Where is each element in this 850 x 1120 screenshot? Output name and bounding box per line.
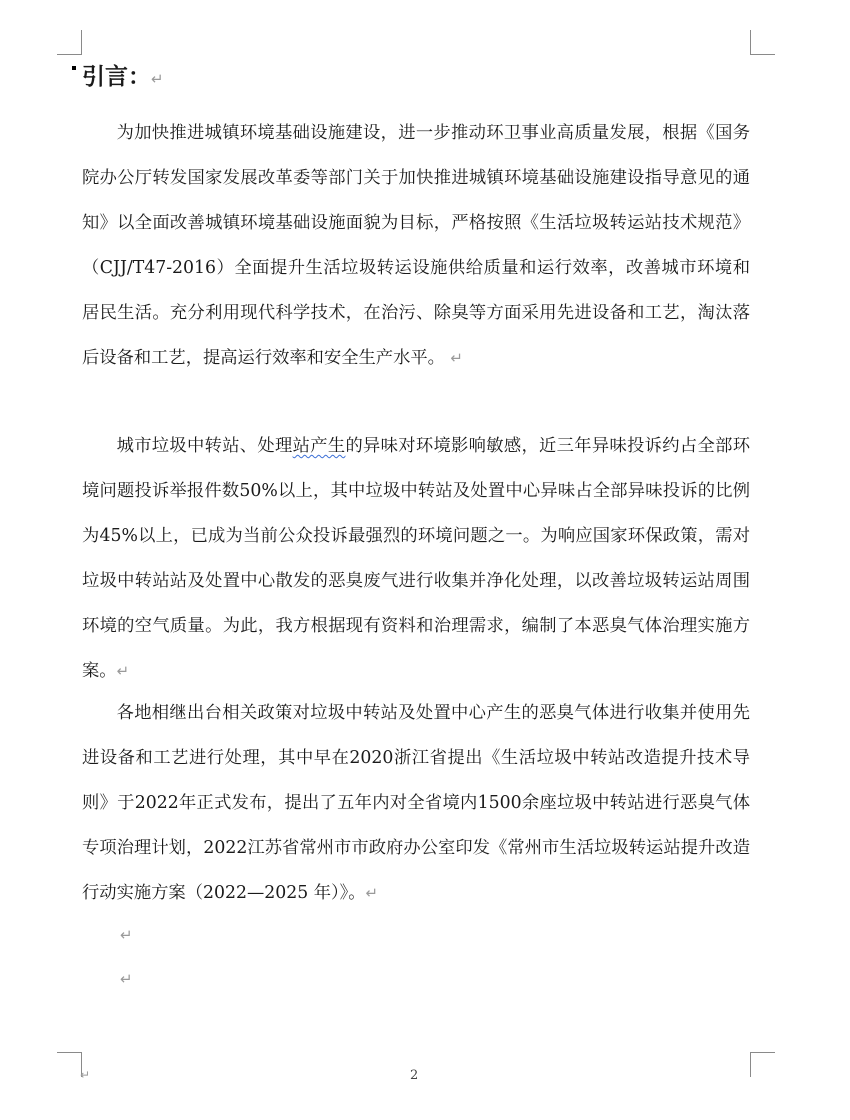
paragraph-mark-icon: ↵ xyxy=(151,70,164,88)
paragraph-1[interactable] xyxy=(82,111,750,381)
crop-mark-bottom-right xyxy=(750,1052,775,1077)
paragraph-mark-icon: ↵ xyxy=(116,662,130,680)
spellcheck-underlined-text[interactable]: 站产生 xyxy=(292,436,346,456)
paragraph-3[interactable] xyxy=(82,691,750,916)
paragraph-1-text: 为加快推进城镇环境基础设施建设，进一步推动环卫事业高质量发展，根据《国务院办公厅转发国家发展改革委等部门关于加快推进城镇环境基础设施建设指导意见的通知》以全面改善城镇环境基础设施面貌为目标，严格按照《生活垃圾转运站技术规范》（CJJ/T47-2016）全面提升生活垃圾转运设施供给质量和运行效率，改善城市环境和居民生活。充分利用现代科学技术，在治污、除臭等方面采用先进设备和工艺，淘汰落后设备和工艺，提高运行效率和安全生产水平。 xyxy=(82,123,750,368)
heading-bullet-icon xyxy=(72,66,76,70)
crop-mark-top-left xyxy=(57,30,82,55)
page-number: 2 xyxy=(410,1068,419,1083)
paragraph-mark-icon: ↵ xyxy=(365,884,379,902)
empty-paragraph-mark-icon[interactable]: ↵ xyxy=(120,970,133,988)
crop-mark-bottom-left xyxy=(57,1052,82,1077)
heading-text: 引言： xyxy=(82,63,151,90)
paragraph-2[interactable] xyxy=(82,424,750,694)
paragraph-2-text-before: 城市垃圾中转站、处理 xyxy=(116,436,293,456)
paragraph-3-text: 各地相继出台相关政策对垃圾中转站及处置中心产生的恶臭气体进行收集并使用先进设备和工艺进行处理，其中早在2020浙江省提出《生活垃圾中转站改造提升技术导则》于2022年正式发布，提出了五年内对全省境内1500余座垃圾中转站进行恶臭气体专项治理计划，2022江苏省常州市市政府办公室印发《常州市生活垃圾转运站提升改造行动实施方案（2022—2025 年）》。 xyxy=(82,703,750,903)
footer-paragraph-mark-icon: ↵ xyxy=(80,1068,91,1082)
empty-paragraph-mark-icon[interactable]: ↵ xyxy=(120,926,133,944)
paragraph-mark-icon: ↵ xyxy=(450,349,463,367)
crop-mark-top-right xyxy=(750,30,775,55)
section-heading[interactable] xyxy=(72,60,164,96)
paragraph-2-text-after: 的异味对环境影响敏感，近三年异味投诉约占全部环境问题投诉举报件数50%以上，其中垃圾中转站及处置中心异味占全部异味投诉的比例为45%以上，已成为当前公众投诉最强烈的环境问题之一。为响应国家环保政策，需对垃圾中转站站及处置中心散发的恶臭废气进行收集并净化处理，以改善垃圾转运站周围环境的空气质量。为此，我方根据现有资料和治理需求，编制了本恶臭气体治理实施方案。 xyxy=(82,436,750,681)
